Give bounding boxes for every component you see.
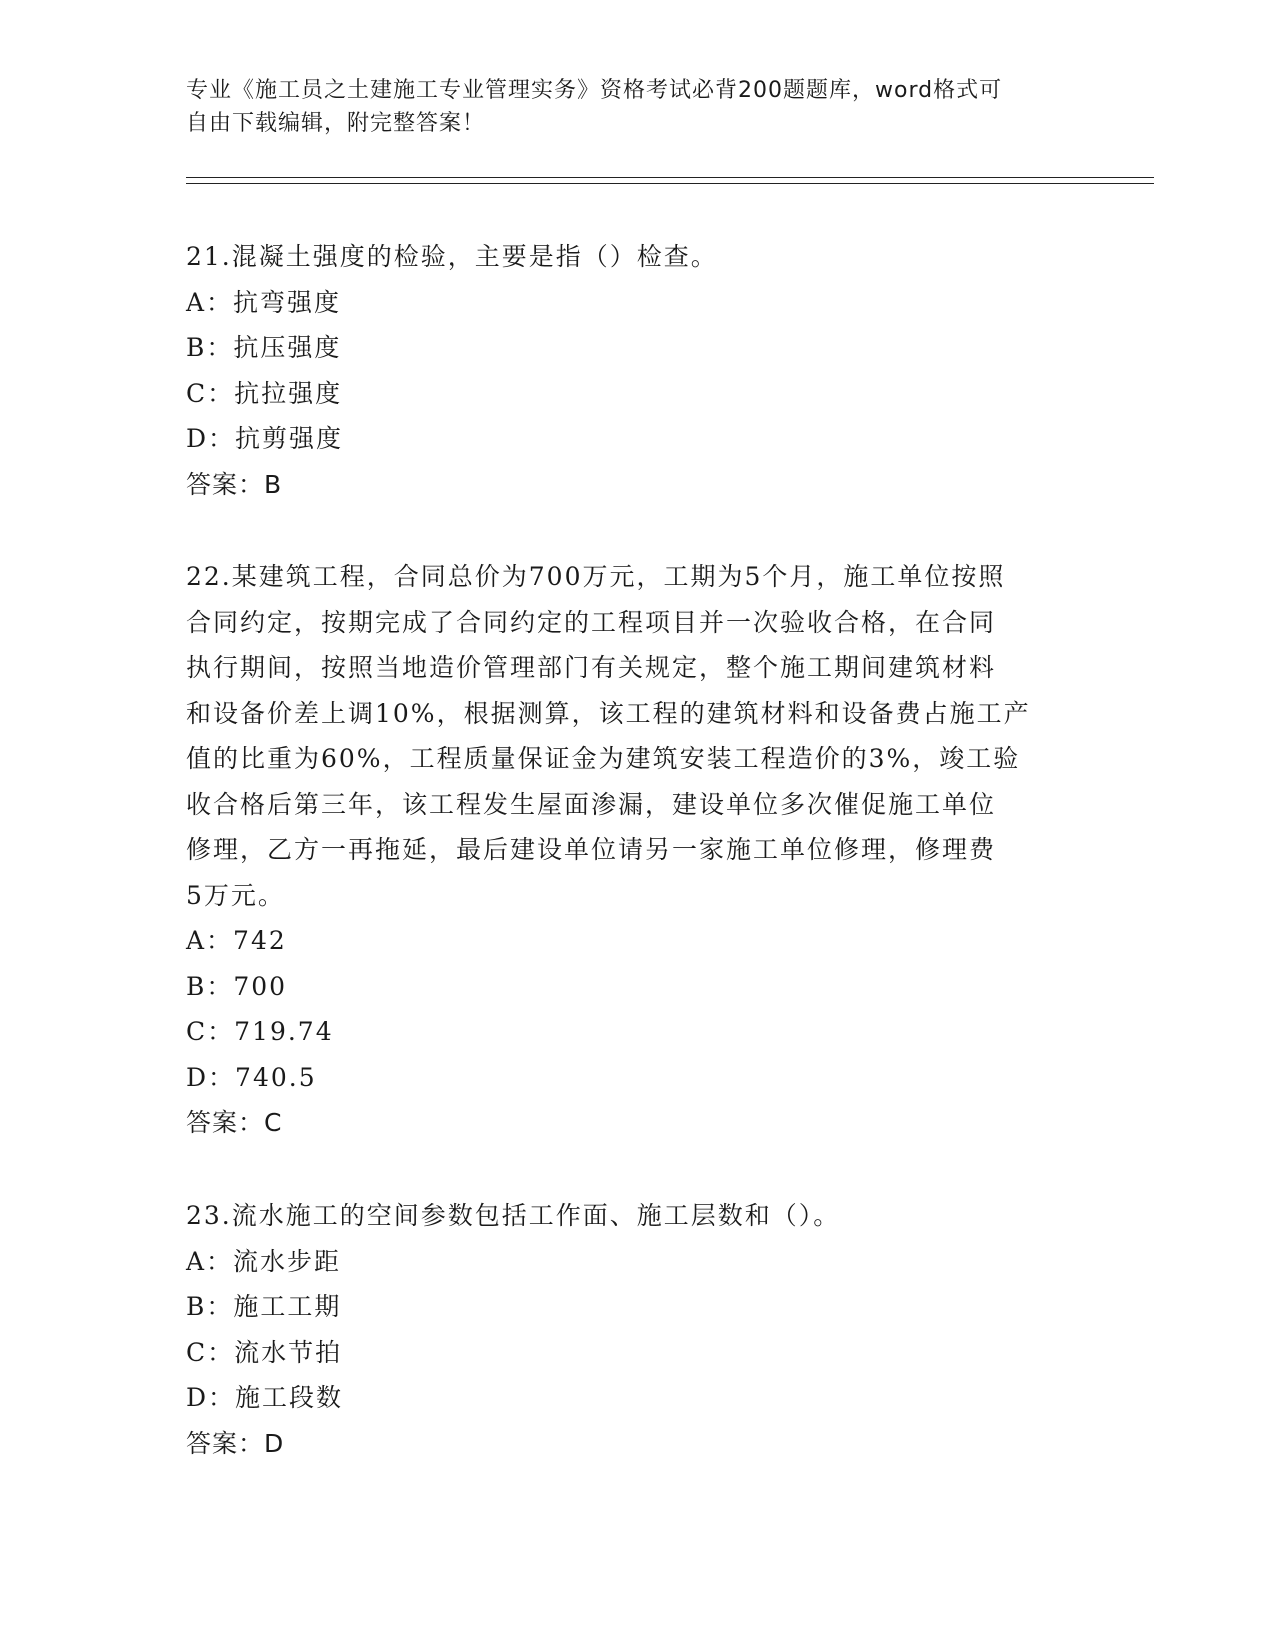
option-b: B：700 [186, 971, 288, 1001]
answer: 答案：C [186, 1108, 283, 1137]
answer: 答案：D [186, 1428, 285, 1458]
option-b: B：施工工期 [186, 1292, 342, 1321]
option-a: A：流水步距 [186, 1246, 342, 1276]
question-stem-line: 收合格后第三年，该工程发生屋面渗漏，建设单位多次催促施工单位 [186, 789, 997, 819]
question-stem: 21.混凝土强度的检验，主要是指（）检查。 [186, 242, 718, 271]
option-c: C：流水节拍 [186, 1337, 343, 1367]
option-d: D：施工段数 [186, 1383, 344, 1412]
question-stem-line: 合同约定，按期完成了合同约定的工程项目并一次验收合格，在合同 [186, 607, 997, 637]
question-stem: 23.流水施工的空间参数包括工作面、施工层数和（）。 [186, 1201, 841, 1230]
option-d: D：抗剪强度 [186, 424, 344, 453]
question-21 [186, 234, 1086, 507]
header-title-line-2: 自由下载编辑，附完整答案！ [186, 111, 486, 136]
question-stem-line: 执行期间，按照当地造价管理部门有关规定，整个施工期间建筑材料 [186, 653, 997, 682]
option-b: B：抗压强度 [186, 333, 342, 362]
option-c: C：抗拉强度 [186, 378, 343, 408]
question-stem-line: 和设备价差上调10%，根据测算，该工程的建筑材料和设备费占施工产 [186, 698, 1031, 728]
header-title-line-1: 专业《施工员之土建施工专业管理实务》资格考试必背200题题库，word格式可 [186, 78, 1003, 103]
question-23 [186, 1193, 1086, 1466]
question-22 [186, 554, 1086, 1146]
question-stem-line: 22.某建筑工程，合同总价为700万元，工期为5个月，施工单位按照 [186, 562, 1006, 591]
header-divider-bottom [186, 183, 1154, 184]
option-a: A：742 [186, 926, 287, 955]
option-d: D：740.5 [186, 1062, 317, 1092]
question-stem-line: 值的比重为60%，工程质量保证金为建筑安装工程造价的3%，竣工验 [186, 744, 1021, 773]
header-divider-top [186, 177, 1154, 178]
question-stem-line: 修理，乙方一再拖延，最后建设单位请另一家施工单位修理，修理费 [186, 835, 997, 864]
document-header [186, 74, 1086, 140]
option-a: A：抗弯强度 [186, 287, 342, 317]
question-stem-line: 5万元。 [186, 880, 285, 910]
answer: 答案：B [186, 469, 283, 499]
option-c: C：719.74 [186, 1017, 334, 1046]
